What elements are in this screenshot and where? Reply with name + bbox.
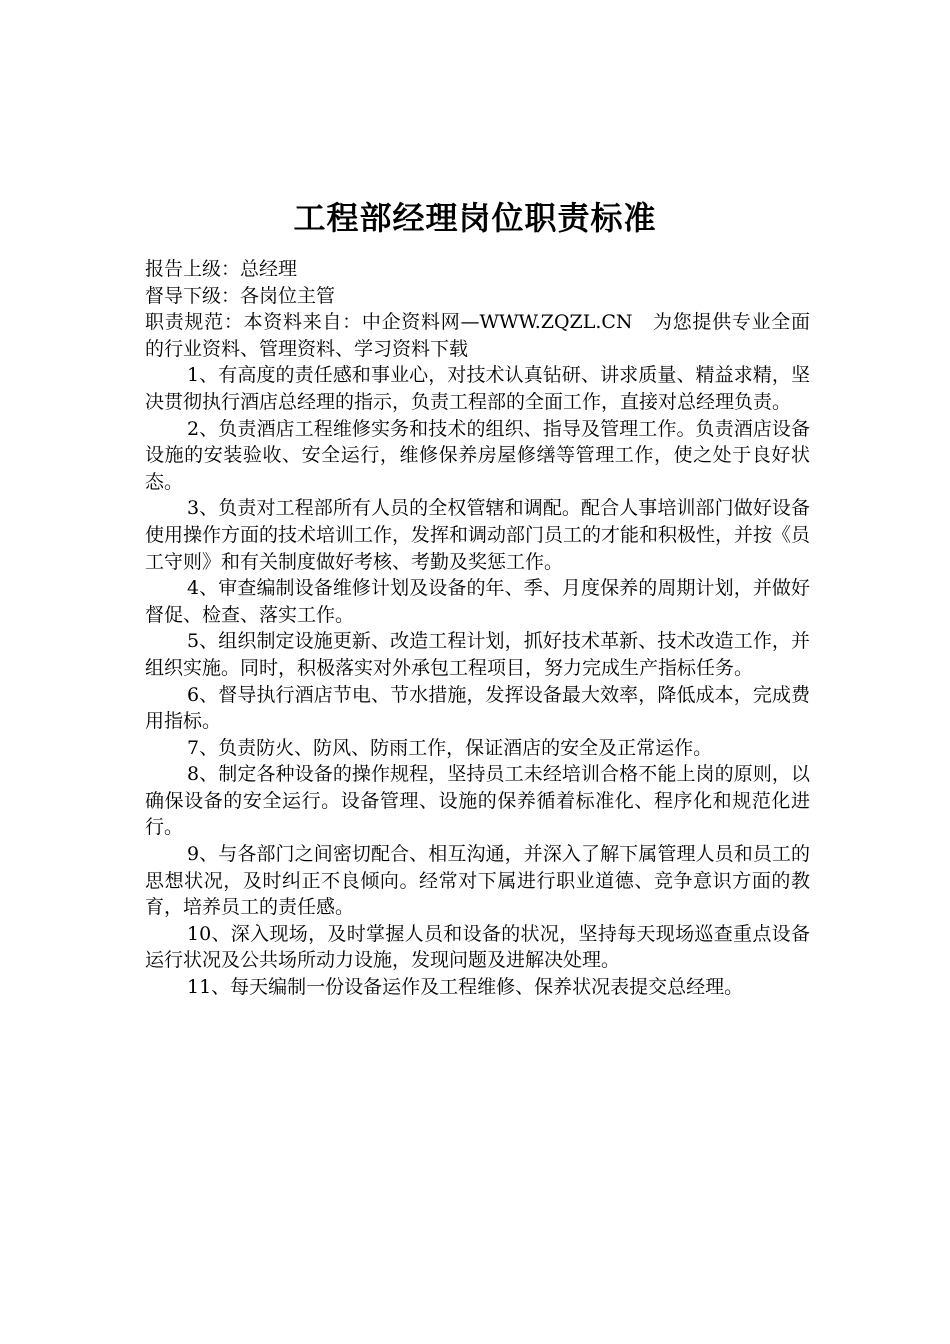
document-title: 工程部经理岗位职责标准 [293, 199, 657, 237]
supervise-line: 督导下级：各岗位主管 [145, 284, 336, 307]
duty-item-11: 11、每天编制一份设备运作及工程维修、保养状况表提交总经理。 [187, 976, 744, 999]
duty-item-2: 2、负责酒店工程维修实务和技术的组织、指导及管理工作。负责酒店设备设施的安装验收、安全运行，维修保养房屋修缮等管理工作，使之处于良好状态。 [145, 417, 810, 493]
spec-paragraph: 职责规范：本资料来自：中企资料网—WWW.ZQZL.CN 为您提供专业全面的行业资料、管理资料、学习资料下载 [145, 311, 810, 360]
report-to-line: 报告上级：总经理 [145, 258, 298, 280]
duty-item-10: 10、深入现场，及时掌握人员和设备的状况，坚持每天现场巡查重点设备运行状况及公共场所动力设施，发现问题及进解决处理。 [145, 922, 810, 972]
duty-item-3: 3、负责对工程部所有人员的全权管辖和调配。配合人事培训部门做好设备使用操作方面的技术培训工作，发挥和调动部门员工的才能和积极性，并按《员工守则》和有关制度做好考核、考勤及奖惩工作。 [145, 497, 811, 573]
document-body [145, 256, 810, 1001]
duty-item-4: 4、审查编制设备维修计划及设备的年、季、月度保养的周期计划，并做好督促、检查、落实工作。 [145, 577, 810, 626]
duty-item-5: 5、组织制定设施更新、改造工程计划，抓好技术革新、技术改造工作，并组织实施。同时，积极落实对外承包工程项目，努力完成生产指标任务。 [145, 630, 810, 679]
duty-item-8: 8、制定各种设备的操作规程，坚持员工未经培训合格不能上岗的原则，以确保设备的安全运行。设备管理、设施的保养循着标准化、程序化和规范化进行。 [145, 763, 810, 839]
duty-item-7: 7、负责防火、防风、防雨工作，保证酒店的安全及正常运作。 [187, 736, 713, 759]
duty-item-6: 6、督导执行酒店节电、节水措施，发挥设备最大效率，降低成本，完成费用指标。 [145, 683, 810, 733]
duty-item-9: 9、与各部门之间密切配合、相互沟通，并深入了解下属管理人员和员工的思想状况，及时纠正不良倾向。经常对下属进行职业道德、竞争意识方面的教育，培养员工的责任感。 [145, 843, 810, 919]
duty-item-1: 1、有高度的责任感和事业心，对技术认真钻研、讲求质量、精益求精，坚决贯彻执行酒店总经理的指示，负责工程部的全面工作，直接对总经理负责。 [145, 364, 810, 413]
